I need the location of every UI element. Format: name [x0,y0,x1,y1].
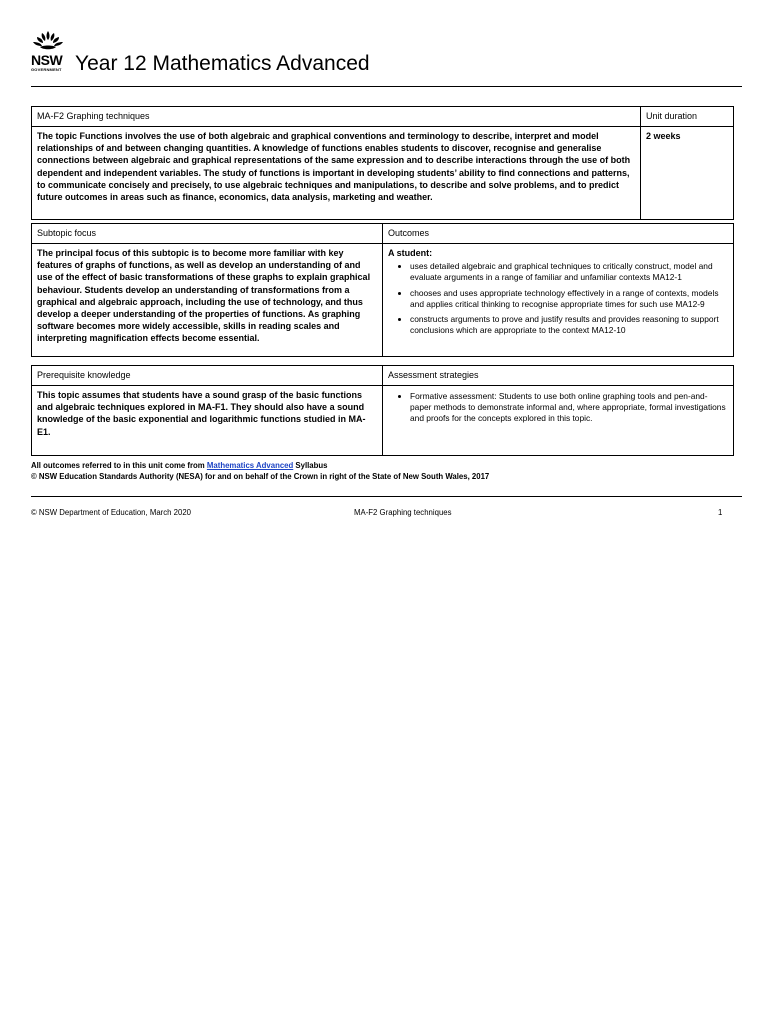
prereq-text-cell [32,386,383,456]
document-title: Year 12 Mathematics Advanced [75,52,370,75]
outcomes-intro: A student: [388,248,433,258]
footer-section-title: MA-F2 Graphing techniques [354,508,452,517]
prereq-label-cell [32,366,383,386]
focus-outcomes-table [31,223,734,357]
outcome-item: • uses detailed algebraic and graphical techniques to critically construct, model and evaluate arguments in a range of familiar and unfamiliar contexts MA12-1 [410,261,728,283]
syllabus-note-suffix: Syllabus [293,461,328,470]
unit-duration-value: 2 weeks [646,131,681,141]
prerequisite-assessment-table [31,365,734,456]
header-divider [31,86,742,87]
footer-divider [31,496,742,497]
topic-description: The topic Functions involves the use of both algebraic and graphical conventions and terminology to describe, interpret and model relationships of and between changing quantities. A knowledge of functions enables students to discover, recognise and generalise connections between algebraic and graphical representations of the same expression and to describe interactions through the use of both dependent and independent variables. The study of functions is important in developing students’ ability to find connections and patterns, to communicate concisely and precisely, to use algebraic techniques and manipulations, to describe and solve problems, and to predict future outcomes in areas such as finance, economics, data analysis, marketing and weather. [37,131,631,203]
subtopic-focus-text: The principal focus of this subtopic is to become more familiar with key features of graphs of functions, as well as develop an understanding of and use of the effect of basic transformations of these graphs to explain graphical behaviour. Students develop an understanding of transformations from a graphical and algebraic approach, including the use of technology, and thus develop a deeper understanding of the properties of functions. As graphing software becomes more widely accessible, skills in reading scales and interpreting magnification effects become essential. [37,248,371,344]
page-header [31,28,742,86]
assessment-label-cell [383,366,734,386]
duration-value-cell [641,127,734,220]
assessment-list [388,391,728,425]
subtopic-focus-label: Subtopic focus [37,228,97,238]
logo-subtext: GOVERNMENT [31,67,62,72]
nesa-copyright-note: © NSW Education Standards Authority (NESA) for and on behalf of the Crown in right of the State of New South Wales, 2017 [31,472,490,481]
outcome-item: • constructs arguments to prove and justify results and provides reasoning to support conclusions which are appropriate to the context MA12-10 [410,314,728,336]
topic-label: MA-F2 Graphing techniques [37,111,150,121]
nsw-government-logo [31,30,71,84]
syllabus-note [31,460,328,471]
prerequisite-knowledge-text: This topic assumes that students have a sound grasp of the basic functions and algebraic techniques explored in MA-F1. They should also have a sound knowledge of the basic exponential and logarithmic functions studied in MA-E1. [37,390,366,437]
syllabus-note-prefix: All outcomes referred to in this unit come from [31,461,207,470]
unit-duration-label: Unit duration [646,111,698,121]
outcome-item: • chooses and uses appropriate technology effectively in a range of contexts, models and applies critical thinking to recognise appropriate times for such use MA12-9 [410,288,728,310]
focus-text-cell [32,244,383,357]
outcomes-label-cell [383,224,734,244]
assessment-cell [383,386,734,456]
outcomes-list [388,261,728,336]
focus-label-cell [32,224,383,244]
syllabus-link[interactable]: Mathematics Advanced [206,461,294,470]
outcomes-label: Outcomes [388,228,430,238]
footer-copyright: © NSW Department of Education, March 2020 [31,508,192,517]
waratah-icon [31,30,65,52]
footer-page-number: 1 [718,508,723,517]
assessment-item: • Formative assessment: Students to use both online graphing tools and pen-and-paper methods to demonstrate informal and, where appropriate, formal investigations and proofs for the concepts explored in this topic. [410,391,728,425]
duration-label-cell [641,107,734,127]
logo-wordmark: NSW [31,52,63,68]
topic-description-cell [32,127,641,220]
topic-label-cell [32,107,641,127]
outcomes-cell [383,244,734,357]
prerequisite-knowledge-label: Prerequisite knowledge [37,370,131,380]
topic-table [31,106,734,220]
assessment-strategies-label: Assessment strategies [388,370,479,380]
